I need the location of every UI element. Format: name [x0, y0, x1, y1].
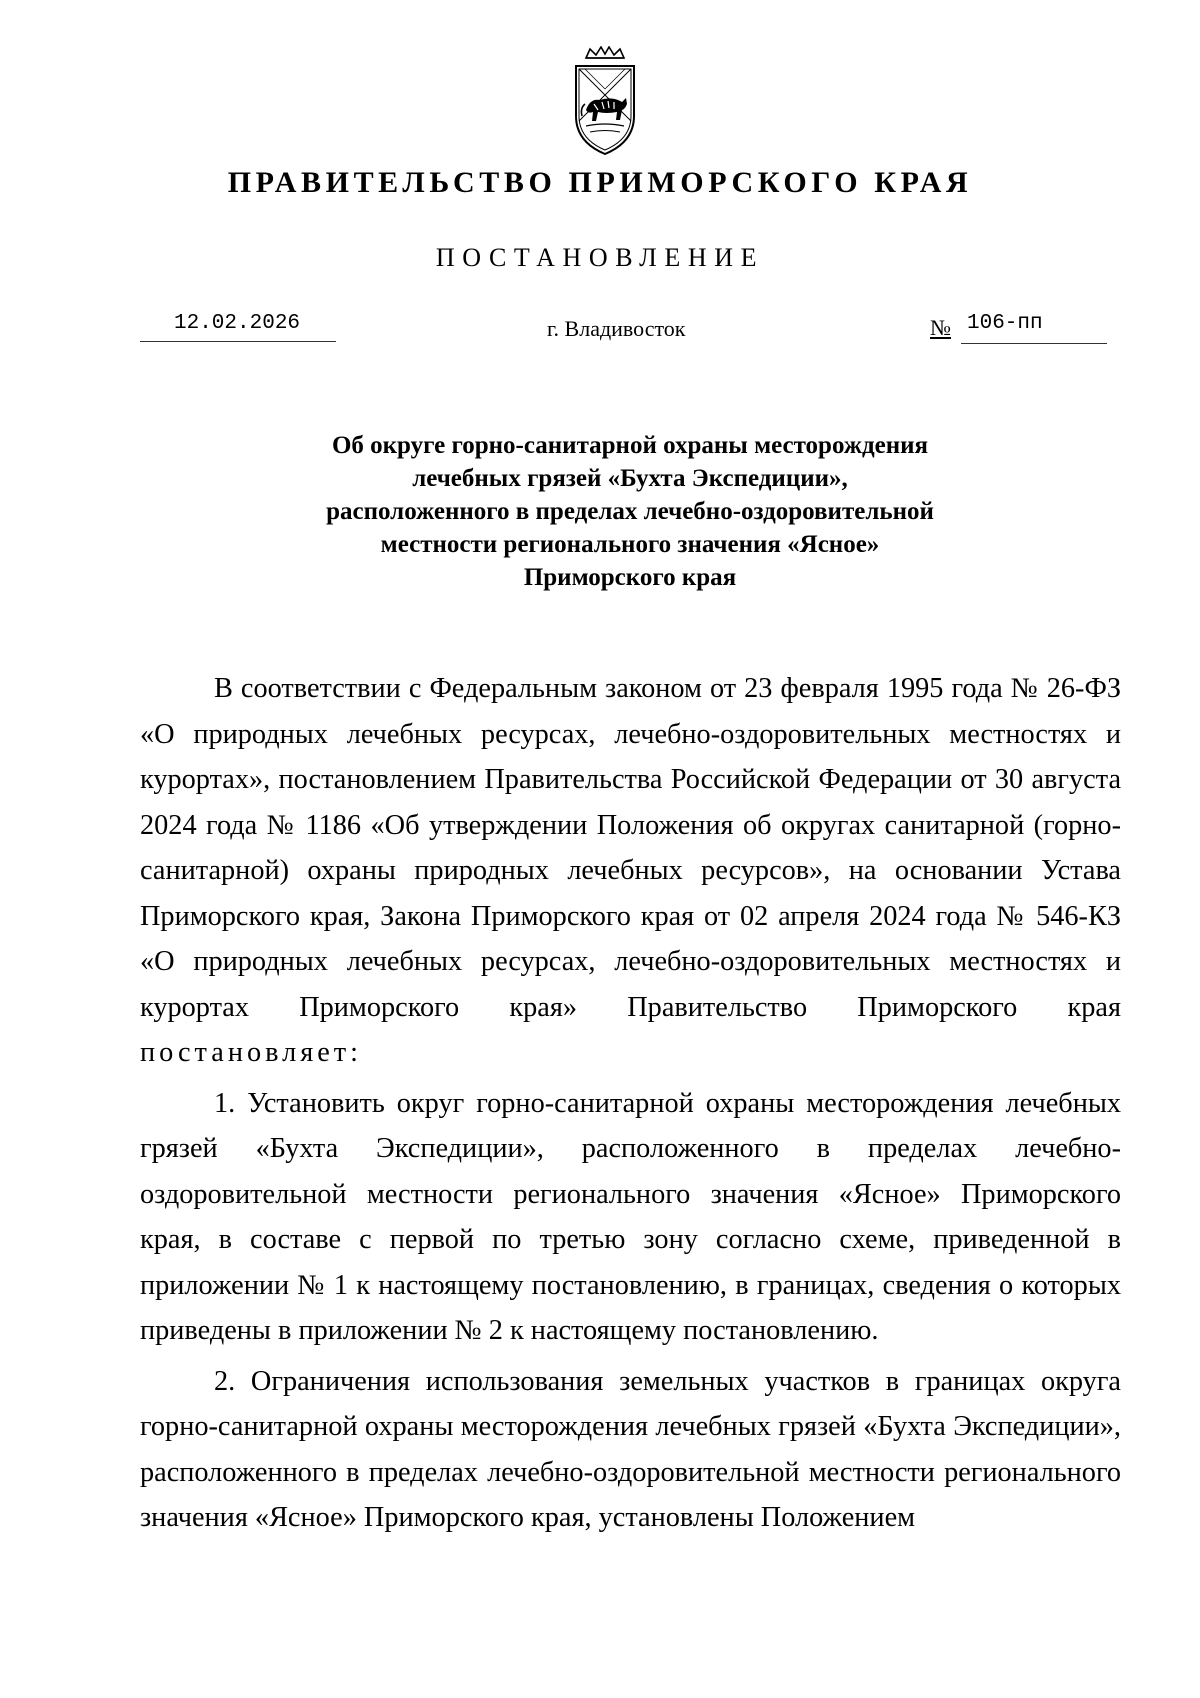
subject-line: местности регионального значения «Ясное» — [380, 531, 880, 558]
government-title: ПРАВИТЕЛЬСТВО ПРИМОРСКОГО КРАЯ — [227, 166, 973, 199]
decree-city: г. Владивосток — [547, 316, 686, 341]
subject-line: Приморского края — [523, 564, 737, 591]
number-sign: № — [930, 315, 951, 340]
item-2-paragraph: 2. Ограничения использования земельных участков в границах округа горно-санитарной охраны месторождения лечебных грязей «Бухта Экспедиции», расположенного в пределах лечебно-оздоровительной местности регионального значения «Ясное» Приморского края, установлены Положением — [140, 1365, 1121, 1533]
preamble-paragraph — [140, 666, 1121, 1076]
decree-body — [140, 666, 1121, 1541]
subject-line: лечебных грязей «Бухта Экспедиции», — [412, 465, 848, 492]
subject-line: расположенного в пределах лечебно-оздоровительной — [326, 498, 934, 525]
coat-of-arms-icon — [570, 46, 640, 158]
decree-date: 12.02.2026 — [174, 312, 301, 335]
number-underline — [961, 343, 1107, 344]
decree-number: 106-пп — [967, 312, 1043, 335]
document-type-title: ПОСТАНОВЛЕНИЕ — [435, 243, 765, 272]
subject-line: Об округе горно-санитарной охраны месторождения — [331, 432, 929, 459]
decree-word: постановляет: — [140, 1037, 363, 1068]
decree-subject — [200, 429, 1060, 594]
date-underline — [140, 341, 336, 342]
item-1-paragraph: 1. Установить округ горно-санитарной охраны месторождения лечебных грязей «Бухта Экспедиции», расположенного в пределах лечебно-оздоровительной местности регионального значения «Ясное» Приморского края, в составе с первой по третью зону согласно схеме, приведенной в приложении № 1 к настоящему постановлению, в границах, сведения о которых приведены в приложении № 2 к настоящему постановлению. — [140, 1087, 1121, 1346]
preamble-text: В соответствии с Федеральным законом от 23 февраля 1995 года № 26-ФЗ «О природных лечебных ресурсах, лечебно-оздоровительных местностях и курортах», постановлением Правительства Российской Федерации от 30 августа 2024 года № 1186 «Об утверждении Положения об округах санитарной (горно-санитарной) охраны природных лечебных ресурсов», на основании Устава Приморского края, Закона Приморского края от 02 апреля 2024 года № 546-КЗ «О природных лечебных ресурсах, лечебно-оздоровительных местностях и курортах Приморского края» Правительство Приморского края — [140, 673, 1121, 1023]
